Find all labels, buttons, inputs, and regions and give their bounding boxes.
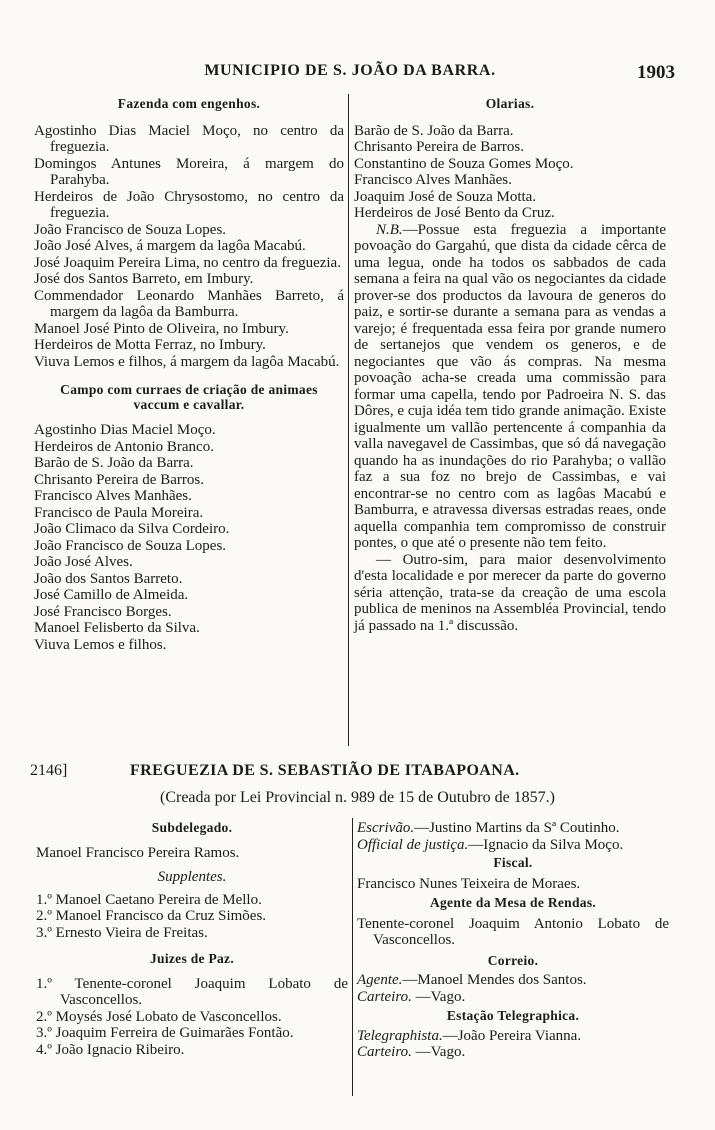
list-item: Herdeiros de José Bento da Cruz.: [354, 205, 555, 221]
olarias-list: [354, 123, 666, 222]
list-item: João José Alves, á margem da lagôa Macabú.: [34, 238, 306, 254]
page-title: MUNICIPIO DE S. JOÃO DA BARRA.: [204, 62, 496, 79]
fazenda-list: [34, 123, 344, 371]
upper-right-column: [354, 96, 666, 634]
list-item: Commendador Leonardo Manhães Barreto, á margem da lagôa da Bamburra.: [34, 287, 344, 320]
lower-column-divider: [352, 818, 353, 1096]
list-item: João dos Santos Barreto.: [34, 570, 183, 587]
section-title: [30, 762, 690, 780]
correio-carteiro-value: —Vago.: [411, 988, 466, 1005]
official-line: [357, 837, 669, 854]
juizes-list: [36, 976, 348, 1059]
section-number: 2146]: [30, 762, 68, 779]
correio-agente-label: Agente.: [357, 972, 403, 988]
section-name: FREGUEZIA DE S. SEBASTIÃO DE ITABAPOANA.: [130, 762, 520, 779]
telegraph-heading: Estação Telegraphica.: [446, 1008, 580, 1023]
list-item: 1.º Tenente-coronel Joaquim Lobato de Vasconcellos.: [36, 975, 348, 1008]
escrivao-label: Escrivão.: [357, 820, 415, 836]
list-item: 2.º Moysés José Lobato de Vasconcellos.: [36, 1008, 282, 1025]
upper-column-divider: [348, 94, 349, 746]
list-item: Herdeiros de Antonio Branco.: [34, 438, 214, 455]
campo-list: [34, 422, 344, 653]
nb-label: N.B.: [376, 221, 403, 238]
list-item: Herdeiros de Motta Ferraz, no Imbury.: [34, 337, 266, 353]
list-item: 4.º João Ignacio Ribeiro.: [36, 1041, 185, 1058]
telegraph-carteiro-value: —Vago.: [411, 1044, 466, 1060]
list-item: Chrisanto Pereira de Barros.: [34, 471, 204, 488]
nb-paragraph: [354, 222, 666, 552]
list-item: Joaquim José de Souza Motta.: [354, 188, 537, 205]
list-item: 1.º Manoel Caetano Pereira de Mello.: [36, 891, 262, 908]
lower-right-column: [357, 820, 669, 1061]
correio-carteiro-line: [357, 989, 669, 1006]
fazenda-heading: Fazenda com engenhos.: [117, 96, 261, 111]
olarias-heading: Olarias.: [485, 96, 535, 111]
list-item: João Francisco de Souza Lopes.: [34, 221, 227, 238]
list-item: 3.º Joaquim Ferreira de Guimarães Fontão.: [36, 1025, 294, 1041]
subdelegado-name: Manoel Francisco Pereira Ramos.: [36, 844, 240, 861]
official-value: —Ignacio da Silva Moço.: [468, 836, 624, 853]
list-item: Manoel José Pinto de Oliveira, no Imbury.: [34, 320, 289, 337]
list-item: Agostinho Dias Maciel Moço.: [34, 422, 216, 438]
list-item: Constantino de Souza Gomes Moço.: [354, 155, 574, 172]
list-item: João Climaco da Silva Cordeiro.: [34, 521, 230, 537]
list-item: Viuva Lemos e filhos.: [34, 636, 167, 653]
list-item: Chrisanto Pereira de Barros.: [354, 139, 524, 155]
official-label: Official de justiça.: [357, 836, 469, 853]
nb-text: —Possue esta freguezia a importante povoação do Gargahú, que dista da cidade cêrca de uma legua, onde ha todos os sabbados de cada semana a feira na qual vão os negociantes da cidade prover-se dos productos da lavoura de generos do paiz, e sortir-se durante a semana para as vendas a varejo; é frequentada essa feira por grande numero de sertanejos que vendem os generos, e de negociantes que vão ás compras. Na mesma povoação acha-se creada uma commissão para formar uma capella, tendo por Padroeira N. S. das Dôres, e cuja idéa tem tido grande animação. Existe igualmente um vallão pertencente á companhia da valla navegavel de Cassimbas, que só dá navegação quando ha as inundações do rio Parahyba; o vallão faz a sua foz no brejo de Cassimbas, e vai encontrar-se no centro com as lagôas Macabú e Bamburra, e atravessa diversas estradas reaes, onde aquella companhia tem compromisso de construir pontes, o que até o presente não tem feito.: [354, 221, 666, 551]
list-item: 2.º Manoel Francisco da Cruz Simões.: [36, 908, 267, 924]
list-item: Francisco Alves Manhães.: [354, 172, 512, 188]
telegraph-line: [357, 1028, 669, 1045]
upper-left-column: [34, 96, 344, 653]
list-item: João Francisco de Souza Lopes.: [34, 537, 227, 554]
list-item: Agostinho Dias Maciel Moço, no centro da freguezia.: [34, 122, 344, 155]
subdelegado-heading: Subdelegado.: [151, 820, 233, 835]
escrivao-line: [357, 820, 669, 837]
note-paragraph: — Outro-sim, para maior desenvolvimento d'esta localidade e por merecer da parte do governo séria attenção, trata-se da creação de uma escola publica de meninos na Assembléa Provincial, tendo já passado na 1.ª discussão.: [354, 551, 666, 634]
list-item: João José Alves.: [34, 554, 133, 570]
page-number: 1903: [637, 62, 675, 83]
list-item: Barão de S. João da Barra.: [354, 122, 514, 139]
telegraph-value: —João Pereira Vianna.: [442, 1027, 582, 1044]
list-item: José Francisco Borges.: [34, 603, 172, 620]
correio-agente-line: [357, 972, 669, 989]
list-item: Manoel Felisberto da Silva.: [34, 620, 200, 636]
section-subtitle: (Creada por Lei Provincial n. 989 de 15 de Outubro de 1857.): [159, 789, 555, 806]
list-item: Francisco Alves Manhães.: [34, 488, 192, 504]
telegraph-carteiro-label: Carteiro.: [357, 1044, 412, 1060]
correio-carteiro-label: Carteiro.: [357, 988, 412, 1005]
fiscal-name: Francisco Nunes Teixeira de Moraes.: [357, 875, 581, 892]
list-item: Francisco de Paula Moreira.: [34, 504, 204, 521]
list-item: Herdeiros de João Chrysostomo, no centro da freguezia.: [34, 188, 344, 221]
list-item: José Joaquim Pereira Lima, no centro da freguezia.: [34, 254, 341, 271]
list-item: José Camillo de Almeida.: [34, 587, 189, 603]
lower-left-column: [36, 820, 348, 1058]
telegraph-label: Telegraphista.: [357, 1027, 443, 1044]
fiscal-heading: Fiscal.: [493, 855, 533, 870]
juizes-heading: Juizes de Paz.: [149, 951, 235, 966]
supplentes-list: [36, 892, 348, 942]
campo-heading: Campo com curraes de criação de animaes vaccum e cavallar.: [60, 382, 318, 412]
list-item: Barão de S. João da Barra.: [34, 455, 194, 471]
escrivao-value: —Justino Martins da Sª Coutinho.: [414, 820, 620, 836]
correio-heading: Correio.: [487, 952, 539, 968]
list-item: Viuva Lemos e filhos, á margem da lagôa Macabú.: [34, 353, 340, 370]
list-item: Domingos Antunes Moreira, á margem do Parahyba.: [34, 155, 344, 188]
list-item: José dos Santos Barreto, em Imbury.: [34, 271, 254, 287]
correio-agente-value: —Manoel Mendes dos Santos.: [402, 972, 587, 988]
telegraph-carteiro-line: [357, 1044, 669, 1061]
supplentes-heading: Supplentes.: [157, 869, 227, 885]
agente-rendas-name: Tenente-coronel Joaquim Antonio Lobato de Vasconcellos.: [357, 915, 669, 948]
agente-rendas-heading: Agente da Mesa de Rendas.: [429, 895, 597, 910]
list-item: 3.º Ernesto Vieira de Freitas.: [36, 924, 208, 941]
